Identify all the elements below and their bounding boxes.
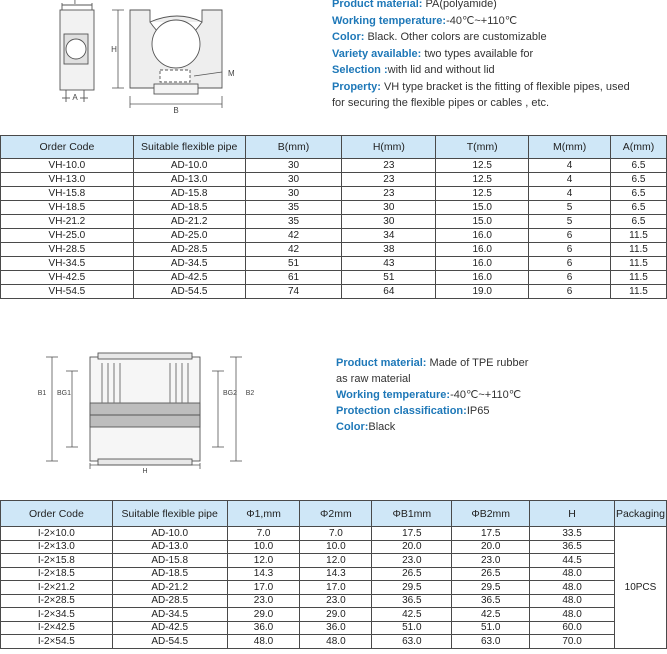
- packaging-cell: 10PCS: [614, 527, 666, 649]
- table-row: [1, 159, 667, 173]
- table-cell: 12.0: [300, 554, 372, 568]
- table-cell: 6: [529, 229, 611, 243]
- table-cell: AD-34.5: [133, 257, 245, 271]
- table-row: [1, 635, 667, 649]
- table-cell: I-2×28.5: [1, 594, 113, 608]
- table-cell: 10.0: [300, 540, 372, 554]
- table-cell: 36.0: [300, 621, 372, 635]
- table-cell: 70.0: [530, 635, 615, 649]
- column-header: H: [530, 501, 615, 527]
- table-cell: 11.5: [611, 243, 667, 257]
- table-cell: 36.0: [227, 621, 300, 635]
- b1-label: B1: [37, 390, 47, 397]
- spec-value: as raw material: [336, 373, 411, 385]
- table-cell: AD-13.0: [112, 540, 227, 554]
- table-row: [1, 215, 667, 229]
- column-header: Φ1,mm: [227, 501, 300, 527]
- table-cell: I-2×18.5: [1, 567, 113, 581]
- spec-key: Working temperature:: [336, 389, 451, 401]
- table-cell: 12.5: [436, 187, 529, 201]
- spec-line: [332, 46, 662, 63]
- table-cell: 51: [245, 257, 342, 271]
- table-cell: I-2×13.0: [1, 540, 113, 554]
- table-cell: 23.0: [300, 594, 372, 608]
- table-cell: 4: [529, 159, 611, 173]
- table-cell: AD-25.0: [133, 229, 245, 243]
- table-cell: 42: [245, 243, 342, 257]
- table-cell: 23.0: [227, 594, 300, 608]
- spec-value: with lid and without lid: [387, 64, 495, 76]
- table-cell: 6.5: [611, 215, 667, 229]
- table-cell: 48.0: [227, 635, 300, 649]
- table-cell: 43: [342, 257, 436, 271]
- spec-line: [332, 62, 662, 79]
- table-cell: AD-21.2: [112, 581, 227, 595]
- table-row: [1, 527, 667, 541]
- table-cell: 48.0: [300, 635, 372, 649]
- table-cell: VH-10.0: [1, 159, 134, 173]
- grommet-spec-list: [336, 355, 656, 435]
- spec-value: two types available for: [421, 47, 534, 60]
- table-cell: 29.5: [452, 581, 530, 595]
- table-row: [1, 608, 667, 622]
- table-cell: I-2×42.5: [1, 621, 113, 635]
- table-cell: 51.0: [452, 621, 530, 635]
- table-cell: 12.5: [436, 159, 529, 173]
- table-cell: 23: [342, 187, 436, 201]
- table-row: [1, 554, 667, 568]
- column-header: Suitable flexible pipe: [112, 501, 227, 527]
- table-row: [1, 271, 667, 285]
- table-cell: 23.0: [372, 554, 452, 568]
- spec-line: [336, 419, 656, 435]
- table-cell: 61: [245, 271, 342, 285]
- table-row: [1, 581, 667, 595]
- column-header: M(mm): [529, 136, 611, 159]
- table-cell: 23: [342, 173, 436, 187]
- table-row: [1, 201, 667, 215]
- table-cell: 7.0: [227, 527, 300, 541]
- table-cell: 30: [245, 159, 342, 173]
- spec-key: Protection classification:: [336, 405, 467, 417]
- table-cell: AD-42.5: [112, 621, 227, 635]
- table-cell: 26.5: [372, 567, 452, 581]
- table-cell: 42: [245, 229, 342, 243]
- spec-line: [332, 29, 662, 46]
- table-cell: I-2×10.0: [1, 527, 113, 541]
- table-cell: 11.5: [611, 271, 667, 285]
- spec-key: Selection :: [332, 64, 388, 76]
- table-cell: 51: [342, 271, 436, 285]
- table-cell: 11.5: [611, 257, 667, 271]
- table-cell: VH-18.5: [1, 201, 134, 215]
- vh-spec-list: [332, 0, 662, 112]
- table-cell: 17.0: [300, 581, 372, 595]
- column-header: ΦB2mm: [452, 501, 530, 527]
- spec-key: Working temperature:: [332, 14, 447, 27]
- table-cell: AD-54.5: [133, 285, 245, 299]
- column-header: A(mm): [611, 136, 667, 159]
- spec-value: Black. Other colors are customizable: [364, 31, 547, 43]
- table-cell: 4: [529, 173, 611, 187]
- table-cell: AD-13.0: [133, 173, 245, 187]
- h2-label: H: [142, 468, 148, 475]
- spec-line: [332, 95, 662, 112]
- table-cell: VH-34.5: [1, 257, 134, 271]
- table-cell: I-2×54.5: [1, 635, 113, 649]
- table-cell: AD-42.5: [133, 271, 245, 285]
- column-header: T(mm): [436, 136, 529, 159]
- table-cell: 11.5: [611, 229, 667, 243]
- spec-value: -40℃~+110℃: [446, 14, 518, 27]
- table-cell: 48.0: [530, 581, 615, 595]
- table-cell: 36.5: [452, 594, 530, 608]
- table-row: [1, 187, 667, 201]
- t-label: T: [72, 0, 78, 6]
- table-cell: 5: [529, 215, 611, 229]
- table-cell: 6.5: [611, 187, 667, 201]
- table-cell: 29.0: [227, 608, 300, 622]
- spec-value: PA(polyamide): [422, 0, 497, 10]
- table-cell: 35: [245, 201, 342, 215]
- spec-value: IP65: [466, 405, 490, 417]
- table-cell: VH-42.5: [1, 271, 134, 285]
- table-cell: 7.0: [300, 527, 372, 541]
- vh-spec-table: [0, 135, 667, 299]
- table-cell: 6: [529, 257, 611, 271]
- spec-line: [332, 79, 662, 96]
- table-cell: 12.0: [227, 554, 300, 568]
- column-header: Suitable flexible pipe: [133, 136, 245, 159]
- spec-value: VH type bracket is the fitting of flexible pipes, used: [380, 80, 630, 93]
- table-cell: 6.5: [611, 159, 667, 173]
- table-cell: 29.5: [372, 581, 452, 595]
- spec-key: Product material:: [332, 0, 423, 10]
- table-row: [1, 173, 667, 187]
- spec-line: [332, 13, 662, 30]
- spec-key: Color:: [336, 421, 369, 433]
- table-cell: 14.3: [227, 567, 300, 581]
- table-cell: 6.5: [611, 173, 667, 187]
- table-cell: 15.0: [436, 201, 529, 215]
- column-header: Φ2mm: [300, 501, 372, 527]
- table-cell: 16.0: [436, 229, 529, 243]
- table-cell: 30: [245, 173, 342, 187]
- grommet-spec-table: [0, 500, 667, 649]
- table-cell: 34: [342, 229, 436, 243]
- table-cell: AD-54.5: [112, 635, 227, 649]
- spec-key: Color:: [332, 31, 365, 43]
- table-cell: 48.0: [530, 608, 615, 622]
- table-cell: VH-13.0: [1, 173, 134, 187]
- table-cell: 10.0: [227, 540, 300, 554]
- table-cell: 33.5: [530, 527, 615, 541]
- table-cell: 16.0: [436, 271, 529, 285]
- table-cell: 36.5: [530, 540, 615, 554]
- table-cell: VH-21.2: [1, 215, 134, 229]
- table-cell: 48.0: [530, 594, 615, 608]
- table-cell: 4: [529, 187, 611, 201]
- spec-line: [336, 371, 656, 387]
- table-cell: 29.0: [300, 608, 372, 622]
- column-header: H(mm): [342, 136, 436, 159]
- column-header: ΦB1mm: [372, 501, 452, 527]
- table-cell: 36.5: [372, 594, 452, 608]
- b2-label: B2: [245, 390, 255, 397]
- table-cell: 5: [529, 201, 611, 215]
- table-cell: 44.5: [530, 554, 615, 568]
- spec-key: Property:: [332, 80, 381, 93]
- table-row: [1, 229, 667, 243]
- table-cell: VH-25.0: [1, 229, 134, 243]
- table-cell: 6: [529, 243, 611, 257]
- table-cell: 6: [529, 285, 611, 299]
- table-cell: 30: [342, 201, 436, 215]
- table-cell: 16.0: [436, 243, 529, 257]
- table-cell: 23.0: [452, 554, 530, 568]
- spec-line: [336, 355, 656, 371]
- table-cell: 42.5: [372, 608, 452, 622]
- table-cell: 6: [529, 271, 611, 285]
- table-cell: 17.5: [452, 527, 530, 541]
- table-cell: 74: [245, 285, 342, 299]
- column-header: Packaging: [614, 501, 666, 527]
- table-cell: AD-18.5: [133, 201, 245, 215]
- spec-key: Variety available:: [332, 47, 422, 60]
- table-cell: 17.0: [227, 581, 300, 595]
- grommet-drawing: [0, 345, 280, 475]
- table-cell: 16.0: [436, 257, 529, 271]
- table-cell: VH-15.8: [1, 187, 134, 201]
- table-cell: I-2×34.5: [1, 608, 113, 622]
- table-row: [1, 285, 667, 299]
- table-cell: AD-15.8: [133, 187, 245, 201]
- spec-key: Product material:: [336, 357, 427, 369]
- table-cell: 17.5: [372, 527, 452, 541]
- table-cell: 19.0: [436, 285, 529, 299]
- table-row: [1, 567, 667, 581]
- table-row: [1, 243, 667, 257]
- spec-line: [332, 0, 662, 13]
- table-row: [1, 594, 667, 608]
- h-label: H: [111, 45, 117, 54]
- spec-line: [336, 403, 656, 419]
- table-cell: AD-34.5: [112, 608, 227, 622]
- table-cell: AD-28.5: [133, 243, 245, 257]
- table-cell: 51.0: [372, 621, 452, 635]
- table-cell: 14.3: [300, 567, 372, 581]
- spec-value: for securing the flexible pipes or cables , etc.: [332, 97, 550, 109]
- table-cell: 20.0: [372, 540, 452, 554]
- table-cell: 48.0: [530, 567, 615, 581]
- bg1-label: BG1: [56, 390, 72, 397]
- table-cell: VH-28.5: [1, 243, 134, 257]
- table-cell: 42.5: [452, 608, 530, 622]
- table-cell: AD-28.5: [112, 594, 227, 608]
- table-cell: AD-10.0: [112, 527, 227, 541]
- table-cell: 63.0: [452, 635, 530, 649]
- spec-value: -40℃~+110℃: [450, 389, 522, 401]
- vh-bracket-drawing: [0, 0, 320, 120]
- table-cell: 6.5: [611, 201, 667, 215]
- table-cell: 20.0: [452, 540, 530, 554]
- table-cell: AD-10.0: [133, 159, 245, 173]
- column-header: Order Code: [1, 136, 134, 159]
- table-cell: I-2×15.8: [1, 554, 113, 568]
- table-cell: 11.5: [611, 285, 667, 299]
- table-cell: AD-15.8: [112, 554, 227, 568]
- table-cell: VH-54.5: [1, 285, 134, 299]
- table-cell: 30: [245, 187, 342, 201]
- spec-value: Black: [368, 421, 396, 433]
- column-header: B(mm): [245, 136, 342, 159]
- a-label: A: [72, 93, 78, 102]
- table-cell: AD-21.2: [133, 215, 245, 229]
- spec-value: Made of TPE rubber: [426, 357, 529, 369]
- m-label: M: [228, 69, 235, 78]
- table-cell: AD-18.5: [112, 567, 227, 581]
- table-cell: 23: [342, 159, 436, 173]
- table-cell: 26.5: [452, 567, 530, 581]
- table-cell: 30: [342, 215, 436, 229]
- table-cell: 63.0: [372, 635, 452, 649]
- table-cell: 38: [342, 243, 436, 257]
- table-cell: 64: [342, 285, 436, 299]
- column-header: Order Code: [1, 501, 113, 527]
- table-cell: 60.0: [530, 621, 615, 635]
- table-cell: 35: [245, 215, 342, 229]
- bg2-label: BG2: [222, 390, 238, 397]
- b-label: B: [173, 106, 179, 115]
- spec-line: [336, 387, 656, 403]
- table-row: [1, 540, 667, 554]
- table-row: [1, 257, 667, 271]
- table-row: [1, 621, 667, 635]
- table-cell: 12.5: [436, 173, 529, 187]
- table-cell: 15.0: [436, 215, 529, 229]
- table-cell: I-2×21.2: [1, 581, 113, 595]
